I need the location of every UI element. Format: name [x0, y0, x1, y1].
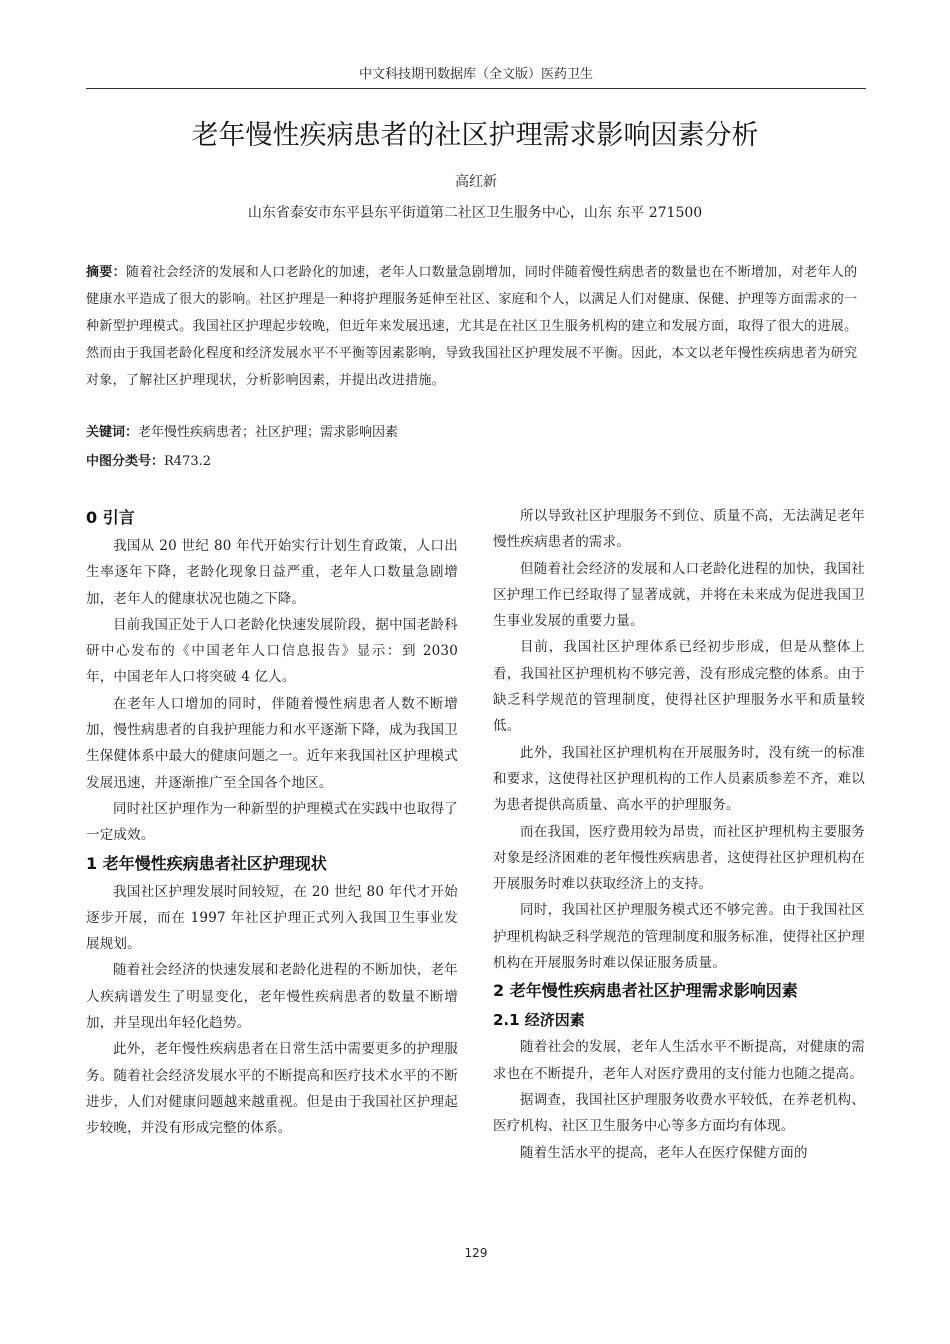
keywords-text: 老年慢性疾病患者；社区护理；需求影响因素: [138, 425, 399, 440]
paragraph: 但随着社会经济的发展和人口老龄化进程的加快，我国社区护理工作已经取得了显著成就，并将在未来成为促进我国卫生事业发展的重要力量。: [493, 560, 865, 630]
abstract-label: 摘要：: [86, 265, 126, 280]
classification: [86, 451, 866, 473]
paragraph: 目前我国正处于人口老龄化快速发展阶段，据中国老龄科研中心发布的《中国老年人口信息报告》显示：到 2030 年，中国老年人口将突破 4 亿人。: [86, 616, 458, 686]
journal-header: 中文科技期刊数据库（全文版）医药卫生: [358, 67, 593, 82]
affiliation: 山东省泰安市东平县东平街道第二社区卫生服务中心，山东 东平 271500: [247, 205, 703, 221]
section-2-1-heading: 2.1 经济因素: [493, 1011, 585, 1030]
paragraph: 而在我国，医疗费用较为昂贵，而社区护理机构主要服务对象是经济困难的老年慢性疾病患者，这使得社区护理机构在开展服务时难以获取经济上的支持。: [493, 823, 865, 893]
paragraph: 此外，我国社区护理机构在开展服务时，没有统一的标准和要求，这使得社区护理机构的工作人员素质参差不齐，难以为患者提供高质量、高水平的护理服务。: [493, 744, 865, 814]
paragraph: 据调查，我国社区护理服务收费水平较低，在养老机构、医疗机构、社区卫生服务中心等多方面均有体现。: [493, 1091, 865, 1135]
header-rule: [86, 88, 866, 89]
section-2-heading: 2 老年慢性疾病患者社区护理需求影响因素: [493, 981, 798, 1001]
paragraph: 此外，老年慢性疾病患者在日常生活中需要更多的护理服务。随着社会经济发展水平的不断提高和医疗技术水平的不断进步，人们对健康问题越来越重视。但是由于我国社区护理起步较晚，并没有形成完整的体系。: [86, 1041, 458, 1137]
paragraph: 我国从 20 世纪 80 年代开始实行计划生育政策，人口出生率逐年下降，老龄化现象日益严重，老年人口数量急剧增加，老年人的健康状况也随之下降。: [86, 538, 458, 607]
paragraph: 同时社区护理作为一种新型的护理模式在实践中也取得了一定成效。: [86, 800, 458, 844]
classification-code: R473.2: [164, 454, 212, 469]
classification-label: 中图分类号：: [86, 454, 165, 469]
author: 高红新: [455, 174, 497, 190]
abstract: [86, 259, 868, 394]
keywords: [86, 422, 866, 444]
paragraph: 随着生活水平的提高，老年人在医疗保健方面的: [520, 1144, 808, 1161]
section-0-heading: 0 引言: [86, 508, 135, 527]
paragraph: 在老年人口增加的同时，伴随着慢性病患者人数不断增加，慢性病患者的自我护理能力和水平逐渐下降，成为我国卫生保健体系中最大的健康问题之一。近年来我国社区护理模式发展迅速，并逐渐推广至全国各个地区。: [86, 695, 458, 791]
paragraph: 目前，我国社区护理体系已经初步形成，但是从整体上看，我国社区护理机构不够完善，没有形成完整的体系。由于缺乏科学规范的管理制度，使得社区护理服务水平和质量较低。: [493, 639, 865, 735]
paragraph: 所以导致社区护理服务不到位、质量不高，无法满足老年慢性疾病患者的需求。: [493, 508, 865, 551]
paper-title: 老年慢性疾病患者的社区护理需求影响因素分析: [191, 120, 759, 151]
paragraph: 随着社会经济的快速发展和老龄化进程的不断加快，老年人疾病谱发生了明显变化，老年慢性疾病患者的数量不断增加，并呈现出年轻化趋势。: [86, 962, 458, 1032]
paragraph: 我国社区护理发展时间较短，在 20 世纪 80 年代才开始逐步开展，而在 1997 年社区护理正式列入我国卫生事业发展规划。: [86, 883, 458, 953]
left-column: [86, 503, 458, 1142]
paragraph: 随着社会的发展，老年人生活水平不断提高，对健康的需求也在不断提升，老年人对医疗费用的支付能力也随之提高。: [493, 1039, 865, 1082]
section-1-heading: 1 老年慢性疾病患者社区护理现状: [86, 853, 327, 873]
abstract-text: 随着社会经济的发展和人口老龄化的加速，老年人口数量急剧增加，同时伴随着慢性病患者的数量也在不断增加，对老年人的健康水平造成了很大的影响。社区护理是一种将护理服务延伸至社区、家庭和个人，以满足人们对健康、保健、护理等方面需求的一种新型护理模式。我国社区护理起步较晚，但近年来发展迅速，尤其是在社区卫生服务机构的建立和发展方面，取得了很大的进展。然而由于我国老龄化程度和经济发展水平不平衡等因素影响，导致我国社区护理发展不平衡。因此，本文以老年慢性疾病患者为研究对象，了解社区护理现状，分析影响因素，并提出改进措施。: [86, 265, 858, 388]
keywords-label: 关键词：: [86, 425, 139, 440]
page-number: 129: [464, 1246, 488, 1260]
paragraph: 同时，我国社区护理服务模式还不够完善。由于我国社区护理机构缺乏科学规范的管理制度和服务标准，使得社区护理机构在开展服务时难以保证服务质量。: [493, 902, 865, 972]
right-column: [493, 503, 865, 1166]
